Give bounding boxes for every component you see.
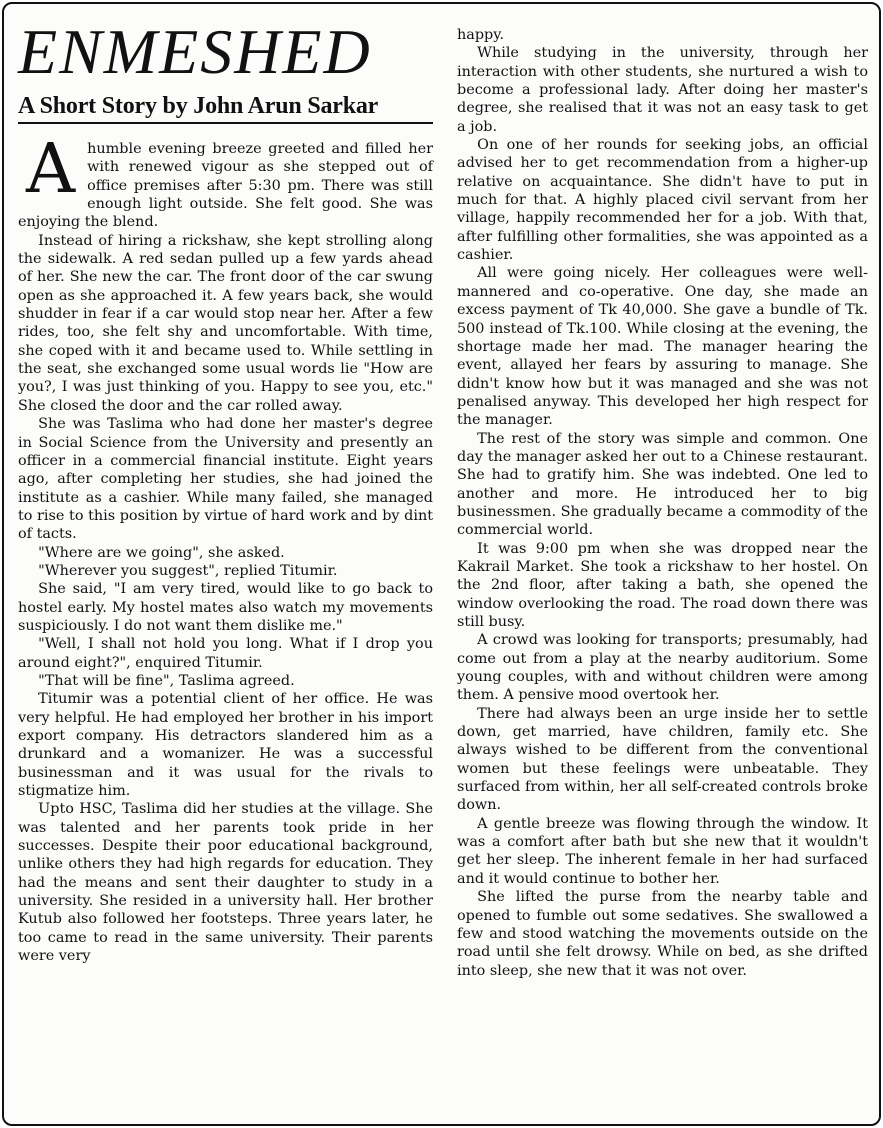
right-column bbox=[457, 26, 868, 980]
story-paragraph: There had always been an urge inside her to settle down, get married, have children, family etc. She always wished to be different from the conventional women but these feelings were unbeatable. They surfaced from within, her all self-created controls broke down. bbox=[457, 705, 868, 814]
story-paragraph: Upto HSC, Taslima did her studies at the village. She was talented and her parents took pride in her successes. Despite their poor educational background, unlike others they had high regards for education. They had the means and sent their daughter to study in a university. She resided in a university hall. Her brother Kutub also followed her footsteps. Three years later, he too came to read in the same university. Their parents were very bbox=[18, 801, 433, 965]
story-paragraph: "That will be fine", Taslima agreed. bbox=[38, 672, 295, 689]
drop-cap: A bbox=[26, 130, 76, 209]
story-paragraph: On one of her rounds for seeking jobs, an official advised her to get recommendation from a higher-up relative on acquaintance. She didn't have to put in much for that. A highly placed civil servant from her village, happily recommended her for a job. With that, after fulfilling other formalities, she was appointed as a cashier. bbox=[457, 137, 868, 264]
article-byline: A Short Story by John Arun Sarkar bbox=[18, 92, 433, 124]
story-paragraph: A crowd was looking for transports; presumably, had come out from a play at the nearby auditorium. Some young couples, with and without children were among them. A pensive mood overtook her. bbox=[457, 632, 868, 704]
story-paragraph: She lifted the purse from the nearby table and opened to fumble out some sedatives. She swallowed a few and stood watching the movements outside on the road until she felt drowsy. While on bed, as she drifted into sleep, she new that it was not over. bbox=[457, 889, 868, 979]
story-paragraph bbox=[18, 130, 433, 232]
paragraph-text: humble evening breeze greeted and filled her with renewed vigour as she stepped out of office premises after 5:30 pm. There was still enough light outside. She felt good. She was enjoying the blend. bbox=[18, 141, 433, 231]
story-paragraph: The rest of the story was simple and common. One day the manager asked her out to a Chinese restaurant. She had to gratify him. She was indebted. One led to another and more. He introduced her to big businessmen. She gradually became a commodity of the commercial world. bbox=[457, 430, 868, 539]
story-paragraph: All were going nicely. Her colleagues were well-mannered and co-operative. One day, she made an excess payment of Tk 40,000. She gave a bundle of Tk. 500 instead of Tk.100. While closing at the evening, the shortage made her mad. The manager hearing the event, allayed her fears by assuring to manage. She didn't know how but it was managed and she was not penalised anyway. This developed her high respect for the manager. bbox=[457, 265, 868, 429]
story-paragraph: A gentle breeze was flowing through the window. It was a comfort after bath but she new that it wouldn't get her sleep. The inherent female in her had surfaced and it would continue to bother her. bbox=[457, 815, 868, 887]
story-paragraph: She was Taslima who had done her master's degree in Social Science from the University and presently an officer in a commercial financial institute. Eight years ago, after completing her studies, she had joined the institute as a cashier. While many failed, she managed to rise to this position by virtue of hard work and by dint of tacts. bbox=[18, 416, 433, 543]
story-paragraph: "Where are we going", she asked. bbox=[38, 544, 285, 561]
story-paragraph: It was 9:00 pm when she was dropped near the Kakrail Market. She took a rickshaw to her hostel. On the 2nd floor, after taking a bath, she opened the window overlooking the road. The road down there was still busy. bbox=[457, 540, 868, 630]
story-paragraph: While studying in the university, through her interaction with other students, she nurtured a wish to become a professional lady. After doing her master's degree, she realised that it was not an easy task to get a job. bbox=[457, 45, 868, 135]
story-paragraph: "Well, I shall not hold you long. What if I drop you around eight?", enquired Titumir. bbox=[18, 636, 433, 671]
story-paragraph: She said, "I am very tired, would like to go back to hostel early. My hostel mates also watch my movements suspiciously. I do not want them dislike me." bbox=[18, 581, 433, 634]
story-paragraph: Instead of hiring a rickshaw, she kept strolling along the sidewalk. A red sedan pulled up a few yards ahead of her. She new the car. The front door of the car swung open as she approached it. A few years back, she would shudder in fear if a car would stop near her. After a few rides, too, she felt shy and uncomfortable. With time, she coped with it and became used to. While settling in the seat, she exchanged some usual words lie "How are you?, I was just thinking of you. Happy to see you, etc." She closed the door and the car rolled away. bbox=[18, 232, 433, 414]
story-paragraph-continued: happy. bbox=[457, 27, 505, 43]
newspaper-clipping bbox=[2, 2, 881, 1126]
article-title: ENMESHED bbox=[18, 16, 372, 87]
left-column bbox=[18, 4, 433, 965]
story-paragraph: Titumir was a potential client of her office. He was very helpful. He had employed her brother in his import export company. His detractors slandered him as a drunkard and a womanizer. He was a successful businessman and it was usual for the rivals to stigmatize him. bbox=[18, 691, 433, 800]
story-paragraph: "Wherever you suggest", replied Titumir. bbox=[38, 562, 338, 579]
story-left bbox=[18, 130, 433, 965]
